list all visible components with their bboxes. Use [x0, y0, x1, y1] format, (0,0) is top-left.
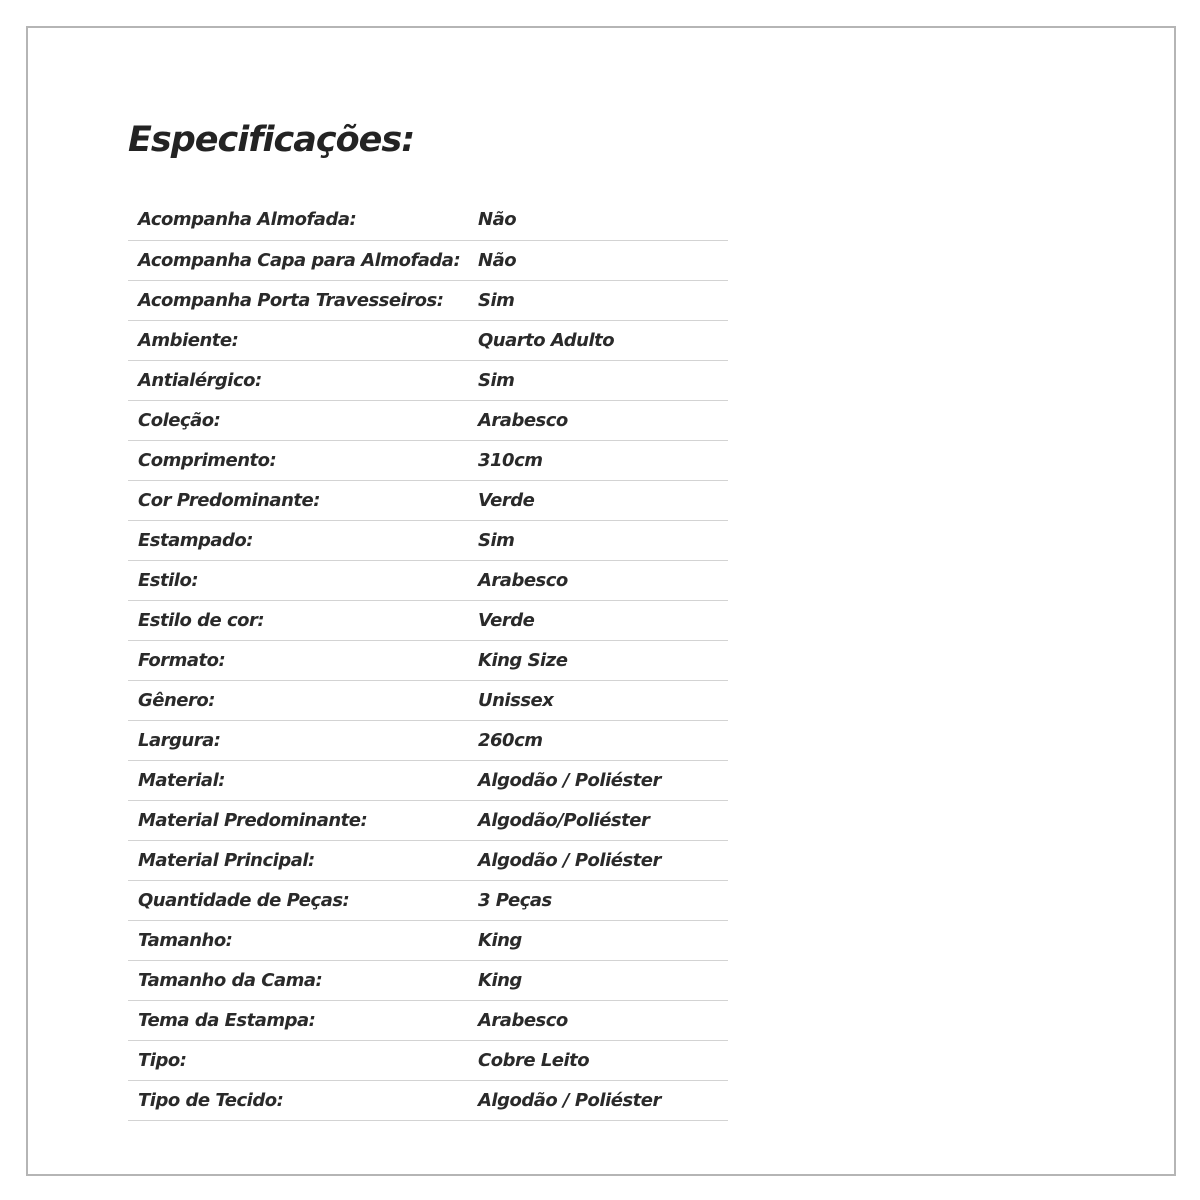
spec-row	[128, 200, 728, 240]
spec-label: Estampado:	[138, 529, 253, 551]
spec-row	[128, 1080, 728, 1120]
spec-value: Arabesco	[478, 1009, 568, 1031]
spec-value: Algodão / Poliéster	[478, 1089, 661, 1111]
spec-label: Tipo:	[138, 1049, 187, 1071]
spec-label: Gênero:	[138, 689, 215, 711]
spec-label: Estilo de cor:	[138, 609, 265, 631]
spec-value: 3 Peças	[478, 889, 552, 911]
spec-value: 310cm	[478, 449, 543, 471]
spec-value: Não	[478, 209, 517, 231]
spec-card	[26, 26, 1176, 1176]
spec-value: Algodão / Poliéster	[478, 849, 661, 871]
spec-label: Acompanha Almofada:	[138, 209, 357, 231]
spec-table	[128, 200, 728, 1121]
spec-value: Verde	[478, 489, 535, 511]
spec-row	[128, 600, 728, 640]
spec-label: Acompanha Porta Travesseiros:	[138, 289, 444, 311]
spec-label: Estilo:	[138, 569, 199, 591]
spec-row	[128, 280, 728, 320]
spec-label: Tema da Estampa:	[138, 1009, 316, 1031]
spec-value: Algodão/Poliéster	[478, 809, 650, 831]
spec-label: Antialérgico:	[138, 369, 262, 391]
spec-label: Quantidade de Peças:	[138, 889, 350, 911]
spec-row	[128, 560, 728, 600]
spec-value: Arabesco	[478, 409, 568, 431]
spec-value: King	[478, 929, 522, 951]
spec-row	[128, 440, 728, 480]
spec-row	[128, 680, 728, 720]
spec-row	[128, 960, 728, 1000]
spec-label: Material:	[138, 769, 225, 791]
spec-label: Comprimento:	[138, 449, 277, 471]
spec-value: Sim	[478, 529, 515, 551]
spec-row	[128, 480, 728, 520]
spec-value: Verde	[478, 609, 535, 631]
spec-label: Tamanho da Cama:	[138, 969, 323, 991]
spec-row	[128, 640, 728, 680]
spec-label: Formato:	[138, 649, 226, 671]
spec-label: Acompanha Capa para Almofada:	[138, 249, 461, 271]
spec-row	[128, 720, 728, 760]
spec-label: Largura:	[138, 729, 221, 751]
spec-row	[128, 320, 728, 360]
spec-label: Tamanho:	[138, 929, 233, 951]
spec-table-body	[128, 200, 728, 1120]
spec-value: Unissex	[478, 689, 554, 711]
spec-label: Material Predominante:	[138, 809, 368, 831]
spec-label: Cor Predominante:	[138, 489, 320, 511]
spec-value: Não	[478, 249, 517, 271]
spec-value: Sim	[478, 369, 515, 391]
spec-label: Tipo de Tecido:	[138, 1089, 284, 1111]
spec-row	[128, 880, 728, 920]
spec-label: Coleção:	[138, 409, 221, 431]
spec-value: Quarto Adulto	[478, 329, 615, 351]
spec-row	[128, 1000, 728, 1040]
spec-row	[128, 920, 728, 960]
spec-row	[128, 520, 728, 560]
spec-value: King Size	[478, 649, 568, 671]
spec-value: Algodão / Poliéster	[478, 769, 661, 791]
spec-row	[128, 1040, 728, 1080]
spec-label: Material Principal:	[138, 849, 315, 871]
spec-value: Arabesco	[478, 569, 568, 591]
spec-value: Cobre Leito	[478, 1049, 590, 1071]
spec-row	[128, 760, 728, 800]
spec-row	[128, 800, 728, 840]
spec-row	[128, 400, 728, 440]
spec-row	[128, 360, 728, 400]
spec-value: 260cm	[478, 729, 543, 751]
spec-value: Sim	[478, 289, 515, 311]
spec-value: King	[478, 969, 522, 991]
spec-label: Ambiente:	[138, 329, 239, 351]
spec-row	[128, 240, 728, 280]
spec-row	[128, 840, 728, 880]
page-title: Especificações:	[128, 120, 415, 160]
